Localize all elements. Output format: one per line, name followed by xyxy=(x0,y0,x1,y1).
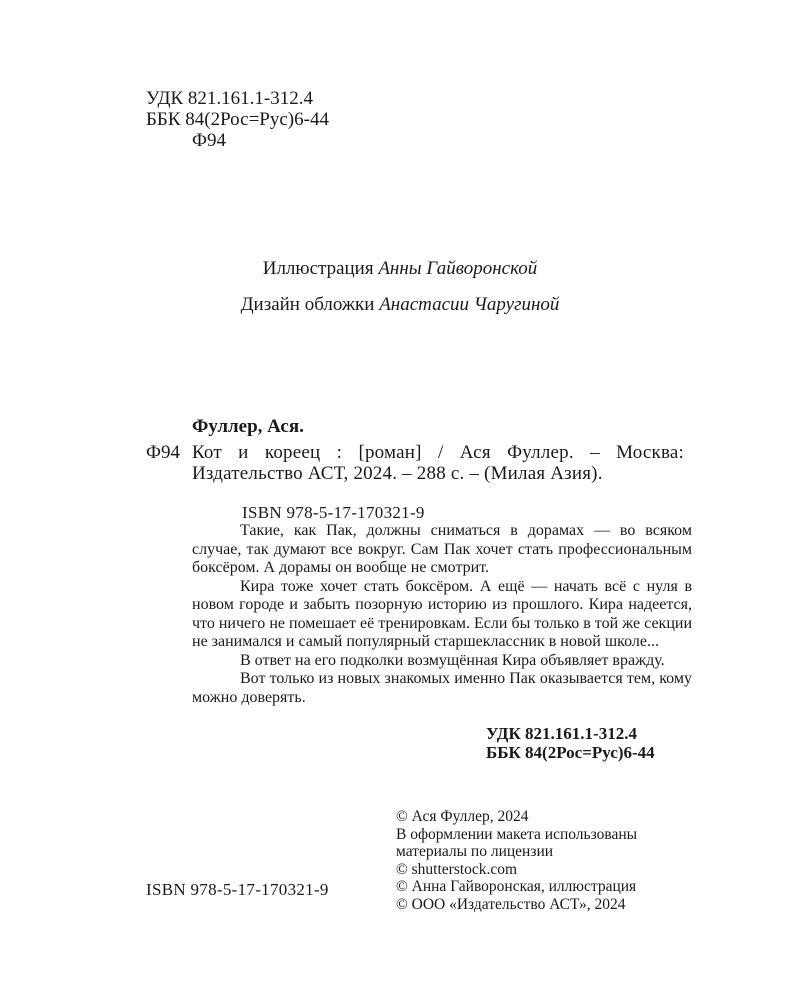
annotation-paragraph: Кира тоже хочет стать боксёром. А ещё — начать всё с нуля в новом городе и забыть позорную историю из прошлого. Кира надеется, что ничего не помешает её тренировкам. Если бы только в той же секции не занимался и самый популярный старшеклассник в новой школе... xyxy=(192,577,692,650)
cover-design-credit xyxy=(0,294,800,316)
bibliographic-isbn: ISBN 978-5-17-170321-9 xyxy=(242,503,425,522)
footer-isbn: ISBN 978-5-17-170321-9 xyxy=(146,880,329,899)
copyright-block xyxy=(396,808,637,913)
copyright-line: материалы по лицензии xyxy=(396,843,554,860)
bottom-udk-code: УДК 821.161.1-312.4 xyxy=(486,724,637,743)
annotation xyxy=(192,522,692,707)
illustration-label: Иллюстрация xyxy=(262,258,374,279)
bbk-code: ББК 84(2Рос=Рус)6-44 xyxy=(146,109,329,130)
copyright-line: © shutterstock.com xyxy=(396,860,518,878)
bottom-classification-codes xyxy=(486,724,655,762)
annotation-paragraph: Вот только из новых знакомых именно Пак оказывается тем, кому можно доверять. xyxy=(192,670,692,706)
illustrator-name: Анны Гайворонской xyxy=(378,258,538,279)
classification-codes xyxy=(146,88,329,151)
designer-name: Анастасии Чаругиной xyxy=(379,294,560,315)
illustration-credit xyxy=(0,258,800,280)
design-label: Дизайн обложки xyxy=(240,294,375,315)
copyright-line: © ООО «Издательство АСТ», 2024 xyxy=(396,895,626,913)
copyright-line: © Ася Фуллер, 2024 xyxy=(396,808,529,825)
bibliographic-author-mark: Ф94 xyxy=(146,442,181,463)
bibliographic-description: Кот и кореец : [роман] / Ася Фуллер. – Москва: Издательство АСТ, 2024. – 288 с. – (Милая Азия). xyxy=(192,442,684,484)
udk-code: УДК 821.161.1-312.4 xyxy=(146,88,313,109)
bibliographic-author: Фуллер, Ася. xyxy=(192,416,304,437)
bottom-bbk-code: ББК 84(2Рос=Рус)6-44 xyxy=(486,743,655,762)
annotation-paragraph: Такие, как Пак, должны сниматься в дорамах — во всяком случае, так думают все вокруг. Сам Пак хочет стать профессиональным боксёром. А дорамы он вообще не смотрит. xyxy=(192,522,692,576)
copyright-line: © Анна Гайворонская, иллюстрация xyxy=(396,878,637,895)
copyright-line: В оформлении макета использованы xyxy=(396,825,638,843)
author-mark: Ф94 xyxy=(192,130,227,151)
annotation-paragraph: В ответ на его подколки возмущённая Кира объявляет вражду. xyxy=(240,651,665,669)
